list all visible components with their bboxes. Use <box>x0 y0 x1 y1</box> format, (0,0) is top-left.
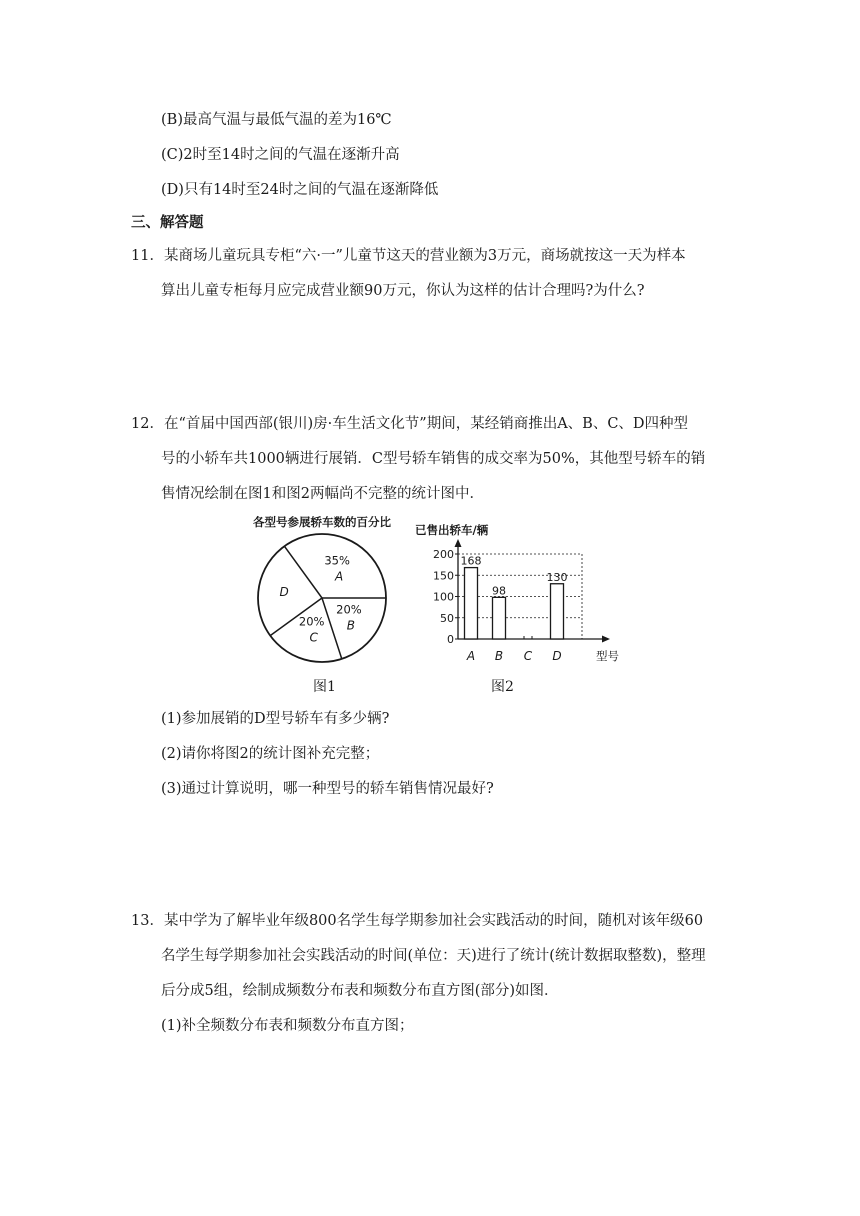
figure-1-caption: 图1 <box>313 679 336 695</box>
pie-slice-b-percent: 20% <box>336 602 362 617</box>
pie-slice-d-label: D <box>279 584 289 599</box>
bar-chart-body <box>433 539 610 663</box>
pie-slice-c-percent: 20% <box>298 614 325 629</box>
pie-slice-a-percent: 35% <box>324 553 350 568</box>
bar-a-value: 168 <box>460 554 482 568</box>
section-heading: 三、解答题 <box>131 215 204 231</box>
bar-d <box>551 584 564 639</box>
figure-1-pie-chart <box>244 512 394 664</box>
y-tick-label: 100 <box>433 590 454 604</box>
pie-slice-c-label: C <box>309 630 318 645</box>
x-tick-label-a: A <box>466 649 476 663</box>
figure-2-bar-chart <box>410 517 620 667</box>
pie-slice-a-label: A <box>334 569 344 584</box>
x-axis-arrow <box>602 636 610 643</box>
bar-d-value: 130 <box>546 570 568 584</box>
q10-option-c: (C)2时至14时之间的气温在逐渐升高 <box>161 147 400 163</box>
pie-slice-a <box>324 553 350 583</box>
bar-b-value: 98 <box>492 584 506 598</box>
q11-line-1: 11．某商场儿童玩具专柜“六·一”儿童节这天的营业额为3万元，商场就按这一天为样本 <box>131 248 686 264</box>
x-tick-label-c: C <box>523 649 533 663</box>
q12-line-1: 12．在“首届中国西部(银川)房·车生活文化节”期间，某经销商推出A、B、C、D四种型 <box>131 416 689 432</box>
q10-option-b: (B)最高气温与最低气温的差为16℃ <box>161 112 392 128</box>
bar-xlabel: 型号 <box>596 649 619 663</box>
y-tick-label: 0 <box>447 633 454 646</box>
bar-b <box>493 597 506 639</box>
y-tick-label: 50 <box>440 611 454 625</box>
bar-a <box>465 568 478 639</box>
y-tick-label: 200 <box>433 548 454 561</box>
pie-slice-c <box>299 615 325 645</box>
pie-slice-d <box>279 585 288 599</box>
pie-divider <box>284 546 322 598</box>
q12-sub-3: (3)通过计算说明，哪一种型号的轿车销售情况最好? <box>161 781 494 797</box>
q13-line-1: 13．某中学为了解毕业年级800名学生每学期参加社会实践活动的时间，随机对该年级60 <box>131 913 704 929</box>
y-tick-label: 150 <box>433 569 454 583</box>
q10-option-d: (D)只有14时至24时之间的气温在逐渐降低 <box>161 182 439 198</box>
figure-2-caption: 图2 <box>491 679 514 695</box>
pie-slices <box>258 534 386 662</box>
bar-ylabel: 已售出轿车/辆 <box>415 523 489 537</box>
pie-slice-b-label: B <box>346 618 356 633</box>
pie-title: 各型号参展轿车数的百分比 <box>253 515 391 529</box>
pie-slice-b <box>336 603 362 633</box>
q13-sub-1: (1)补全频数分布表和频数分布直方图； <box>161 1018 414 1034</box>
q12-sub-2: (2)请你将图2的统计图补充完整； <box>161 746 380 762</box>
x-tick-label-b: B <box>494 649 504 663</box>
x-tick-label-d: D <box>552 649 562 663</box>
q13-line-3: 后分成5组，绘制成频数分布表和频数分布直方图(部分)如图． <box>161 983 559 999</box>
q12-sub-1: (1)参加展销的D型号轿车有多少辆? <box>161 711 390 727</box>
y-axis-arrow <box>455 539 462 547</box>
q12-line-3: 售情况绘制在图1和图2两幅尚不完整的统计图中． <box>161 486 484 502</box>
q13-line-2: 名学生每学期参加社会实践活动的时间(单位：天)进行了统计(统计数据取整数)，整理 <box>161 948 706 964</box>
q11-line-2: 算出儿童专柜每月应完成营业额90万元，你认为这样的估计合理吗?为什么? <box>161 283 645 299</box>
q12-line-2: 号的小轿车共1000辆进行展销．C型号轿车销售的成交率为50%，其他型号轿车的销 <box>161 451 706 467</box>
